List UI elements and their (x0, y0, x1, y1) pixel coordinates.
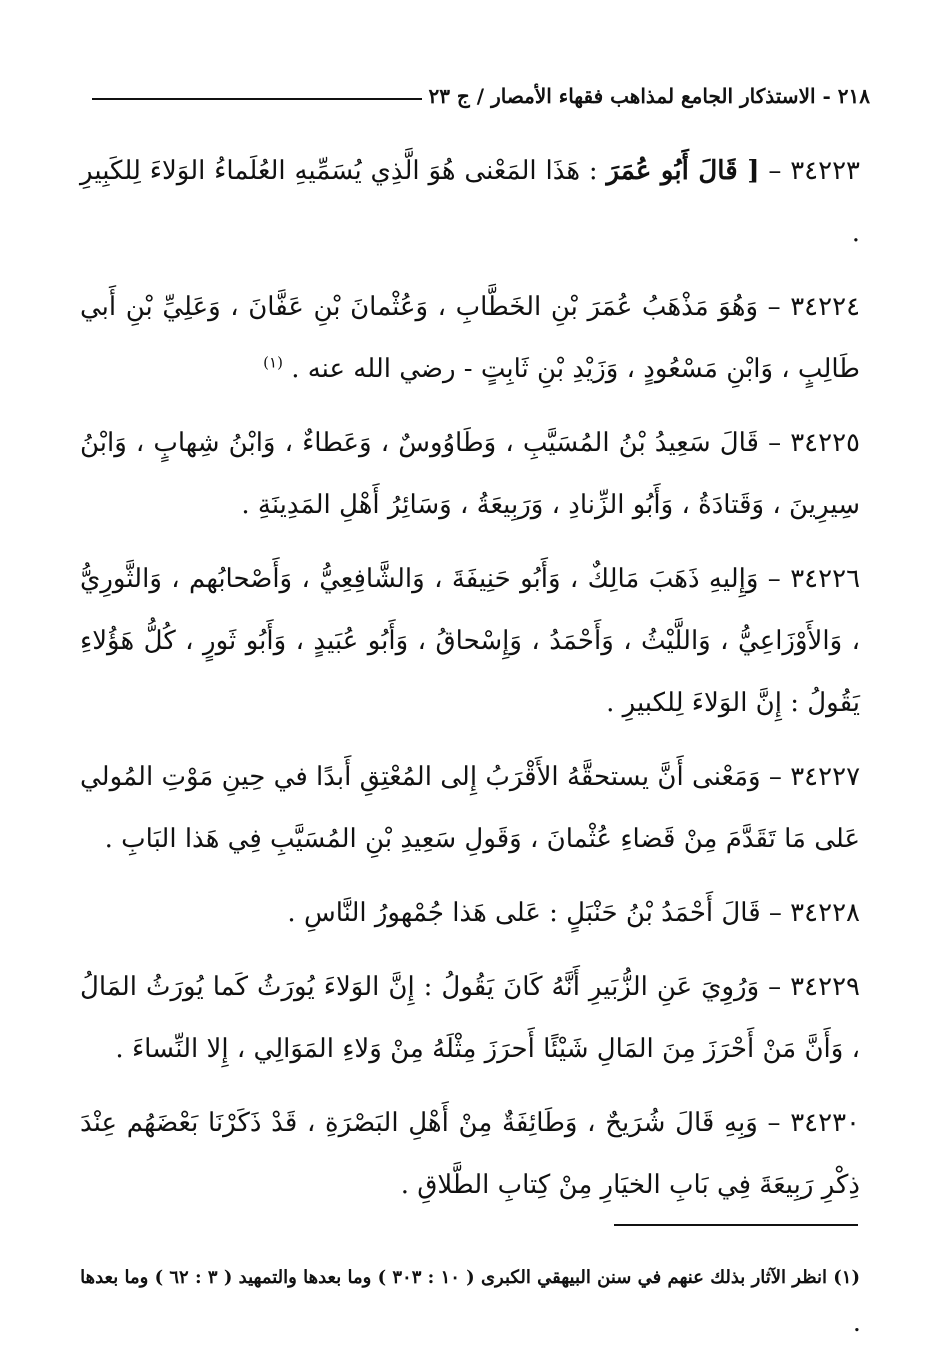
paragraph-text: وَرُوِيَ عَنِ الزُّبَيرِ أَنَّهُ كَانَ يَقُولُ : إِنَّ الوَلاءَ يُورَثُ كَما يُورَثُ المَالُ ، وَأَنَّ مَنْ أَحْرَزَ مِنَ المَالِ شَيْئًا أَحرَزَ مِثْلَهُ مِنْ وَلاءِ المَوَالِي ، إِلا النِّساءَ . (80, 972, 860, 1064)
footnote-rule (614, 1224, 858, 1226)
paragraph-lead: [ قَالَ أَبُو عُمَرَ (606, 156, 760, 186)
paragraph-text: وَهُوَ مَذْهَبُ عُمَرَ بْنِ الخَطَّابِ ، وَعُثْمانَ بْنِ عَفَّانَ ، وَعَلِيِّ بْنِ أَبي طَالِبٍ ، وَابْنِ مَسْعُودٍ ، وَزَيْدِ بْنِ ثَابِتٍ - رضي الله عنه . (80, 292, 860, 384)
paragraph-34228 (80, 882, 860, 944)
paragraph-number: ٣٤٢٣٠ (790, 1108, 861, 1138)
footnote-marker[interactable]: (١) (263, 353, 283, 372)
paragraph-text: وَمَعْنى أَنَّ يستحقَّهُ الأَقْرَبُ إِلى المُعْتِقِ أَبدًا في حِينِ مَوْتِ المُولي عَلى مَا تَقَدَّمَ مِنْ قَضاءِ عُثْمانَ ، وَقَولِ سَعِيدِ بْنِ المُسَيَّبِ فِي هَذا البَابِ . (80, 762, 860, 854)
running-header: ٢١٨ - الاستذكار الجامع لمذاهب فقهاء الأمصار / ج ٢٣ (428, 84, 870, 108)
paragraph-text: وَإِليهِ ذَهَبَ مَالِكٌ ، وَأَبُو حَنِيفَةَ ، وَالشَّافِعِيُّ ، وَأَصْحابُهم ، وَالثَّورِيُّ ، وَالأَوْزَاعِيُّ ، وَاللَّيْثُ ، وَأَحْمَدُ ، وَإِسْحاقُ ، وَأَبُو عُبَيدٍ ، وَأَبُو ثَورٍ ، كُلُّ هَؤُلاءِ يَقُولُ : إِنَّ الوَلاءَ لِلكبيرِ . (80, 564, 860, 718)
dash: – (758, 428, 782, 458)
header-rule (92, 98, 422, 100)
dash: – (757, 1108, 781, 1138)
paragraph-number: ٣٤٢٢٥ (790, 428, 861, 458)
paragraph-text: قَالَ سَعِيدُ بْنُ المُسَيَّبِ ، وَطَاوُوسٌ ، وَعَطاءٌ ، وَابْنُ شِهابٍ ، وَابْنُ سِيرِينَ ، وَقَتادَةُ ، وَأَبُو الزِّنادِ ، وَرَبِيعَةُ ، وَسَائِرُ أَهْلِ المَدِينَةِ . (80, 428, 860, 520)
paragraph-text: وَبِهِ قَالَ شُرَيحٌ ، وَطَائِفَةٌ مِنْ أَهْلِ البَصْرَةِ ، قَدْ ذَكَرْنَا بَعْضَهُم عِنْدَ ذِكْرِ رَبِيعَةَ فِي بَابِ الخيَارِ مِنْ كِتابِ الطَّلاقِ . (80, 1108, 860, 1200)
dash: – (759, 156, 782, 186)
paragraph-34229 (80, 956, 860, 1080)
footnote: (١) انظر الآثار بذلك عنهم في سنن البيهقي الكبرى ( ١٠ : ٣٠٣ ) وما بعدها والتمهيد ( ٣ : ٦٢ ) وما بعدها . (80, 1267, 860, 1336)
paragraph-34226 (80, 548, 860, 734)
paragraph-34227 (80, 746, 860, 870)
paragraph-number: ٣٤٢٢٨ (790, 898, 860, 928)
paragraph-text: قَالَ أَحْمَدُ بْنُ حَنْبَلٍ : عَلى هَذا جُمْهورُ النَّاسِ . (287, 898, 761, 928)
dash: – (760, 898, 782, 928)
paragraph-number: ٣٤٢٢٤ (790, 292, 861, 322)
paragraph-number: ٣٤٢٢٧ (790, 762, 861, 792)
dash: – (759, 972, 782, 1002)
main-text (80, 140, 860, 1228)
paragraph-number: ٣٤٢٢٦ (790, 564, 861, 594)
paragraph-34224 (80, 276, 860, 400)
paragraph-text: : هَذَا المَعْنى هُوَ الَّذِي يُسَمِّيهِ العُلَماءُ الوَلاءَ لِلكَبِيرِ . (80, 156, 860, 248)
paragraph-34230 (80, 1092, 860, 1216)
dash: – (758, 292, 781, 322)
paragraph-34223 (80, 140, 860, 264)
dash: – (760, 762, 782, 792)
paragraph-number: ٣٤٢٢٩ (790, 972, 860, 1002)
paragraph-34225 (80, 412, 860, 536)
dash: – (758, 564, 781, 594)
paragraph-number: ٣٤٢٢٣ (790, 156, 861, 186)
